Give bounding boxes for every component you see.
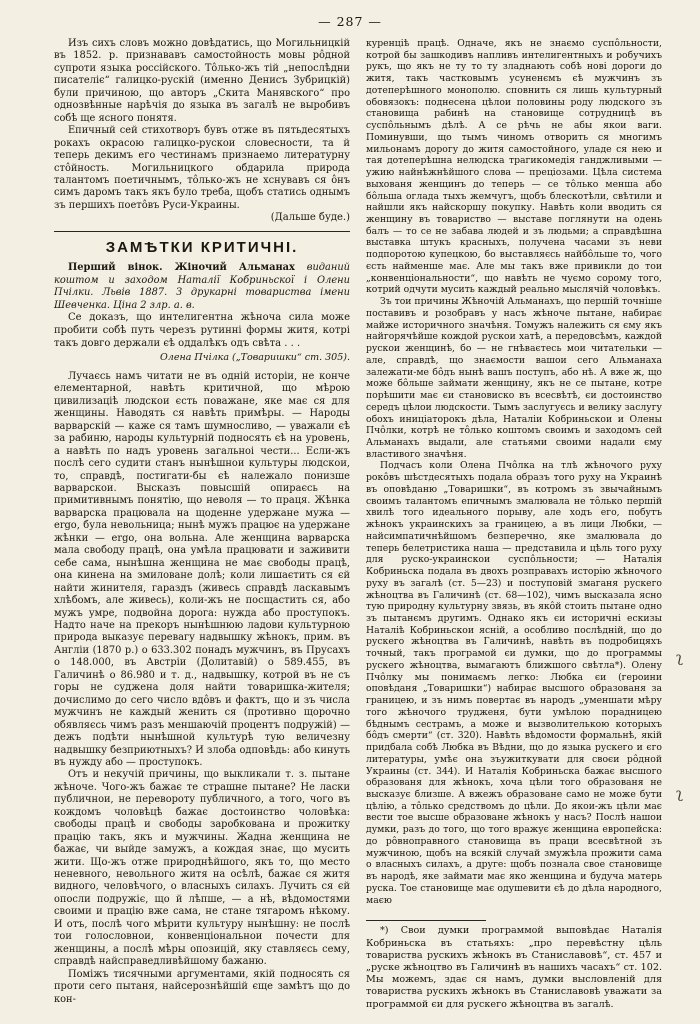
- pencil-margin-mark: ʅ: [676, 786, 683, 802]
- book-details: виданий коштом и заходом Наталії Кобриньскої і Олени Пчілки. Львів 1887. З друкарні товариства імени Шевченка. Ціна 2 злр. а. в.: [54, 262, 350, 311]
- epigraph: Се доказъ, що интелигентна жѣноча сила може пробити собѣ путь черезъ рутинні формы житя, котрі такъ довго держали єѣ оддалѣкъ одъ свѣта . . .: [54, 312, 350, 349]
- body-paragraph: Лучаєсь намъ читати не въ одній исторіи, не конче елементарной, навѣть критичной, що мѣрою цивилизаціѣ людскои єсть поважане, яке має ся для женщины. Наводять ся навѣть примѣры. — Народы варварскій — каже ся тамъ шумносливо, — уважали єѣ за рабиню, народы культурній подносять єѣ на уровень, а навѣть по надъ уровень загальноі чести... Если-жъ послѣ сего судити станъ нынѣшнои культуры людскои, то, справдѣ, постигати-бы єѣ належало понизше варварскои. Высказъ повысшій опираєсь на примитивнымъ понятію, що неволя — то праця. Жѣнка варварска працювала на щоденне удержане мужа — ergo, була невольница; нынѣ мужъ працює на удержане жѣнки — ergo, она вольна. Але женщина варварска мала свободу працѣ, она умѣла працювати и заживити себе сама, нынѣшна женщина не має свободы працѣ, она кинена на змиловане долѣ; коли лишаєтить ся єй найти жинителя, гараздъ (живесь справдѣ ласкавымъ хлѣбомъ, але живесь), коли-жъ не посщастить ся, або мужъ умре, подвойна дорога: нужда або проступокъ. Надто наче на прекоръ нынѣшнюю ладови культурною природа выказує перевагу надвышку жѣнокъ, прим. въ Англіи (1870 р.) о 633.302 понадъ мужчинъ, въ Прусахъ о 148.000, въ Австріи (Долитавій) о 589.455, въ Галичинѣ о 86.980 и т. д., надвышку, котрой въ не съ горы не суджена доля найти товаришка-жителя; дочислимо до сего число вдôвъ и фактъ, що и зъ числа мужчинъ не каждый женить ся (противно щорочно обявляєсь чимъ разъ меншаючій процентъ подружій) — дежъ подѣти нынѣшной культурѣ тую величезну надвышку безприютныхъ? И злоба одповѣдь: або кинуть въ нужду або — проступокъ.: [54, 370, 350, 768]
- page-number: — 287 —: [318, 14, 382, 29]
- continued-note: (Дальше буде.): [270, 212, 350, 224]
- epigraph-source: Олена Пчілка („Товаришки“ ст. 305).: [159, 352, 350, 364]
- footnote: *) Свои думки программой выповѣдає Наталія Кобриньска въ статьяхъ: „про перевѣстну цѣль товариства рускихъ жѣнокъ въ Станиславовѣ“, ст. 457 и „руске жѣноцтво въ Галичинѣ въ нашихъ часахъ“ ст. 102. Мы можемъ, здає ся намъ, думки высловленій для товариства рускихъ жѣнокъ въ Станиславовѣ уважати за программой єи для рускего жѣноцтва въ загалѣ.: [366, 925, 662, 1010]
- right-column: [366, 38, 662, 1011]
- intro-paragraph: Изъ сихъ словъ можно довѣдатись, що Могильницкій въ 1852. р. признававъ самостойность мовы рôдной супроти языка россійского. Тôлько-жъ тій „непослѣдни писателіє“ галицко-рускій (именно Денисъ Зубрицкій) були причиною, що авторъ „Скита Манявского“ про однозвѣнные нарѣчія до языка въ загалѣ не выробивъ собѣ ще ясного понятя.: [54, 38, 350, 124]
- left-column: [54, 38, 350, 1006]
- body-paragraph: Зъ тои причины Жѣночій Альманахъ, що першій точніше поставивъ и розобравъ у насъ жѣноче пытане, набирає майже историчного значѣня. Томужъ належить ся єму якъ найгорячѣйше кождой рускои хатѣ, а передовсѣмъ, каждой рускои женщинѣ, бо — не гнѣваєтесь мои читательки — але, справдѣ, що знаємости вашои сего Альманаха залежати-ме бôдъ нынѣ вашъ поступъ, або нѣ. А вже ж, що може бôльше займати женщину, якъ не се пытане, котре порѣшити має єи становиско въ всесвѣтѣ, єи достоинство середъ цѣлои людскости. Тымъ заслугуєсь и велику заслугу обохъ иницiаторокъ дѣла, Наталіи Кобриньскои и Олены Пчôлки, котрѣ не тôлько коштомъ своимъ и заходомъ сей Альманахъ выдали, але статьями своими надали єму властивого значѣня.: [366, 296, 662, 460]
- intro-paragraph: Епичный сей стихотворъ бувъ отже въ пятьдесятыхъ рокахъ окрасою галицко-рускои словесности, та й теперь декимъ его честинамъ признаемо литературну стôйность. Могильницкого обдарила природа талантомъ поетичнымъ, тôлько-жъ не хснувавъ ся ôнъ симъ даромъ такъ якъ було треба, щобъ статись однымъ зъ першихъ поетôвъ Руси-Украины.: [54, 125, 350, 211]
- book-title: Перший вінок. Жіночий Альманах: [68, 262, 295, 274]
- footnote-divider: [366, 920, 486, 921]
- section-divider: [54, 231, 350, 232]
- body-paragraph: Поміжъ тисячными аргументами, якій подносять ся проти сего пытаня, найсерознѣйшій єще замѣтъ що до кон-: [54, 968, 350, 1005]
- pencil-margin-mark: ʅ: [676, 650, 683, 666]
- body-paragraph: Подчасъ коли Олена Пчôлка на тлѣ жѣночого руху рокôвъ шѣстдесятыхъ подала образъ того руху на Украинѣ въ оповѣданю „Товаришки“, въ котромъ зъ звычайнымъ своимъ талантомъ епичнымъ змалювала не тôлько першій хвилѣ того идеального порыву, але ходъ его, побутъ жѣнокъ украинскихъ за границею, а въ лици Любки, — найсимпатичнѣйшомъ безперечно, яке змалювала до теперь белетристика наша — представила и цѣль того руху для руско-украинскои суспôльности; — Наталія Кобриньска подала въ двохъ розправахъ исторію жѣночого руху въ загалѣ (ст. 5—23) и поступовій змаганя рускего жѣноцтва въ Галичинѣ (ст. 68—102), чимъ высказала ясно тую природну культурну звязь, въ якôй стоить пытане одно зъ пытанємъ другимъ. Однако якъ єи историчні ескизы Наталіѣ Кобриньскои ясній, а особливо послѣдній, що до рускего жѣноцтва въ Галичинѣ, навѣть въ подробицяхъ точный, такъ програмой єи думки, що до программы рускего жѣноцтва, вымагаютъ ближшого свѣтла*). Олену Пчôлку мы понимаємъ легко: Любка єи (героини оповѣданя „Товаришки“) набирає высшого образованя за границею, и зъ нимъ повертає въ народъ „уменшати мѣру того жѣночого трудженя, бути умѣлою порадницею бѣднымъ сестрамъ, а може и вызволителькою которыхъ бôдъ смерти“ (ст. 320). Навѣть вѣдомости формальнѣ, якій придбала собѣ Любка въ Вѣдни, що до языка рускего и єго литературы, умѣє она зъужиткувати для своєи рôдной Украины (ст. 344). И Наталія Кобриньска бажає высшого образованя для жѣнокъ, хоча цѣли того образованя не высказує близше. А вжежъ образоване само не може бути цѣлію, а тôлько средствомъ до цѣли. До якои-жъ цѣли має вести тое высше образоване жѣнокъ у насъ? Послѣ нашои думки, разъ до того, що того вражує женщина европейска: до рôвноправного становища въ праци всесвѣтной зъ мужчиною, щобъ на всякій случай змужѣла прожити сама о власныхъ силахъ, а друге: щобъ познала свое становище въ народѣ, яке займати має яко женщина и будуча матерь руска. Тое становище має одушевити єѣ до дѣла народного, маєю: [366, 460, 662, 906]
- section-title: ЗАМѢТКИ КРИТИЧНІ.: [105, 238, 299, 256]
- bibliographic-entry: [54, 262, 350, 312]
- body-paragraph: Отъ и некучій причины, що выкликали т. з. пытане жѣноче. Чого-жъ бажає те страшне пытане? Не ласки публичнои, не перевороту публичного, а того, чого въ кождомъ чоловѣцѣ бажає достоинство чоловѣка: свободы працѣ и свободы заробкована и прожитку працію такъ, якъ и мужчины. Жадна женщина не бажає, чи выйде замужъ, а кождая знає, що мусить жити. Що-жъ отже природнѣйшого, якъ то, що место неневного, невольного житя на осѣлѣ, бажає ся житя видного, человѣчого, о власныхъ силахъ. Лучить ся єй опосли подружіє, що й лѣпше, — а нѣ, вѣдомостями своими и працію вже сама, не стане тягаромъ нѣкому. И отъ, послѣ чого мѣрити культуру нынѣшну: не послѣ тои голословнои, конвенціональнои почести для женщины, а послѣ мѣры опозицій, яку ставляєсь сему, справдѣ найсправедливѣйшому бажаню.: [54, 769, 350, 968]
- body-paragraph: куренціѣ працѣ. Одначе, якъ не знаємо суспôльности, котрой бы зашкодивъ напливъ интелигентныхъ и робучихъ рукъ, що якъ не ту то ту зладнають собѣ нові дороги до житя, такъ частковымъ усуненємъ єѣ мужчинъ зъ дотеперѣшного монополю. сповнить ся лишь культурный обовязокъ: поднесена цѣлои половины роду людского зъ становища рабинѣ на становище сотрудницѣ въ суспôльнымъ дѣлѣ. А се рѣчь не абы якои ваги. Поминувши, що тымъ чиномъ отворить ся многимъ мильонамъ дорогу до житя самостойного, уладе ся нею и тая дотеперѣшна нелюдска трагикомедія ганджливыми — ужию найнѣжнѣйшого слова — прецiозами. Цѣла система выхованя женщинъ до теперь — се тôлько менша або бôльша оглада тыхъ жемчугъ, щобъ блескотѣли, свѣтили и найшли якъ найскоршу покупку. Навѣть коли вводить ся женщину въ товариство — выставе поглянути на одень балъ — то се не забава людей и зъ людьми; а справдѣшна выставка штукъ красныхъ, получена часами зъ неви подпоротою купецкою, бо выставляєсь найбôльше то, чого єсть найменше має. Але мы такъ вже привикли до тои „конвенціональности“, що навѣть не чуємо сорому того, котрий одчути мусить каждый реально мыслячій чоловѣкъ.: [366, 38, 662, 296]
